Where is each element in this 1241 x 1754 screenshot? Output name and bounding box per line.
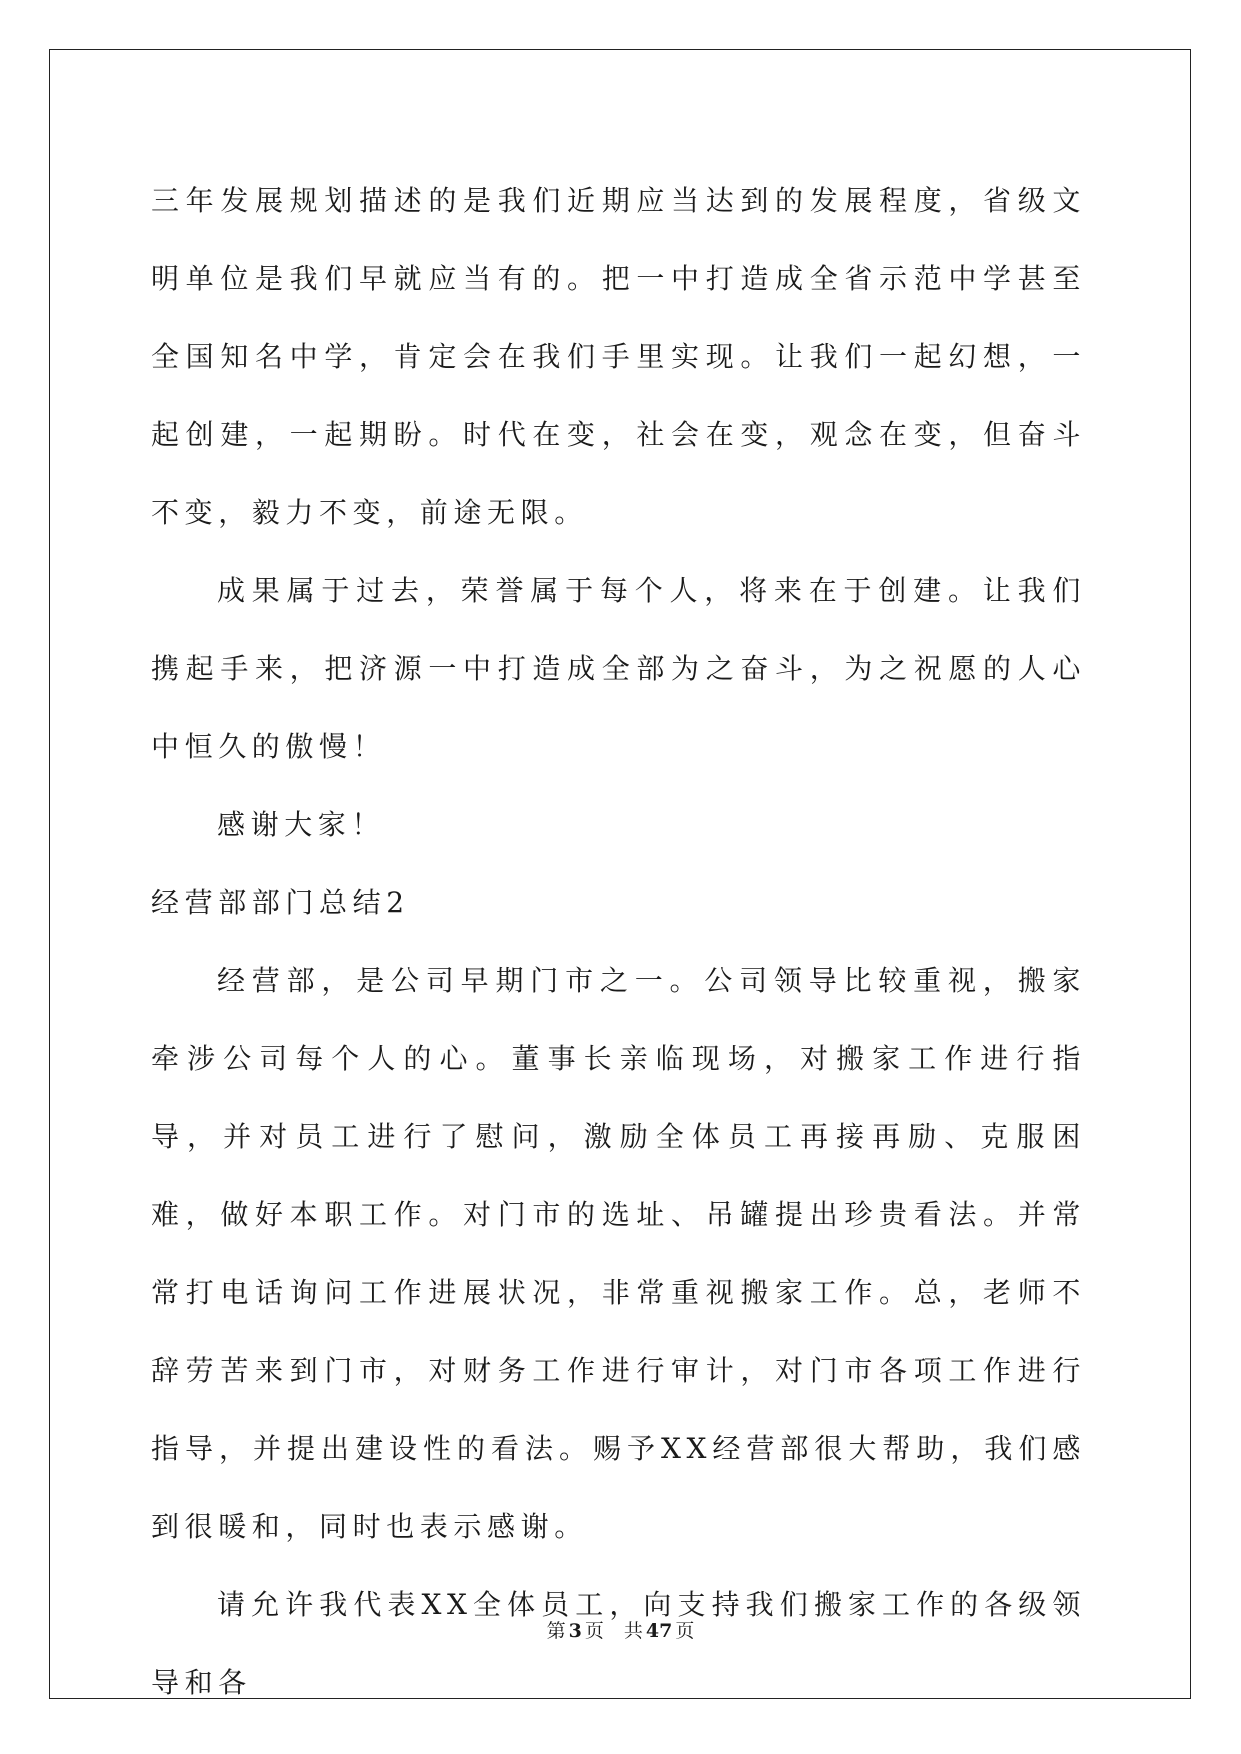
paragraph-appreciation: 请允许我代表XX全体员工，向支持我们搬家工作的各级领导和各	[151, 1588, 1086, 1699]
footer-total-suffix: 页	[675, 1620, 695, 1642]
total-pages: 47	[645, 1620, 673, 1642]
paragraph-business-dept: 经营部，是公司早期门市之一。公司领导比较重视，搬家牵涉公司每个人的心。董事长亲临现场，对搬家工作进行指导，并对员工进行了慰问，激励全体员工再接再励、克服困难，做好本职工作。对门市的选址、吊罐提出珍贵看法。并常常打电话询问工作进展状况，非常重视搬家工作。总，老师不辞劳苦来到门市，对财务工作进行审计，对门市各项工作进行指导，并提出建设性的看法。赐予XX经营部很大帮助，我们感到很暖和，同时也表示感谢。	[151, 964, 1086, 1543]
footer-prefix: 第	[546, 1620, 566, 1642]
paragraph-plan: 三年发展规划描述的是我们近期应当达到的发展程度，省级文明单位是我们早就应当有的。把一中打造成全省示范中学甚至全国知名中学，肯定会在我们手里实现。让我们一起幻想，一起创建，一起期盼。时代在变，社会在变，观念在变，但奋斗不变，毅力不变，前途无限。	[151, 184, 1086, 529]
footer-page-suffix: 页	[584, 1620, 604, 1642]
page-footer	[0, 1616, 1241, 1643]
paragraph-thanks: 感谢大家！	[217, 808, 386, 841]
footer-total-prefix: 共	[623, 1620, 643, 1642]
document-body	[151, 162, 1086, 1722]
paragraph-achievements: 成果属于过去，荣誉属于每个人，将来在于创建。让我们携起手来，把济源一中打造成全部为之奋斗，为之祝愿的人心中恒久的傲慢！	[151, 574, 1086, 763]
section-heading: 经营部部门总结2	[151, 886, 410, 919]
page-number: 3	[568, 1620, 582, 1642]
